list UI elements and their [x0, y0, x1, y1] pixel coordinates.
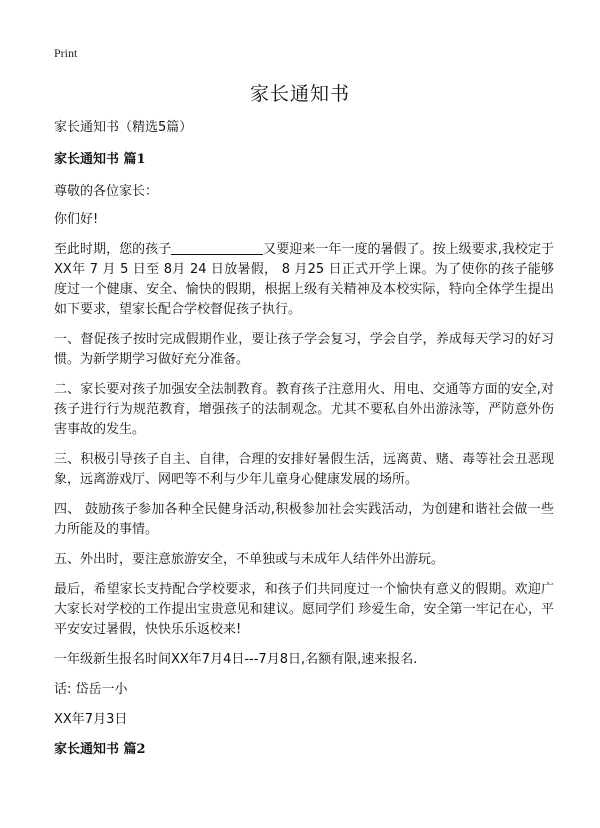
requirement-item-3: 三、积极引导孩子自主、自律，合理的安排好暑假生活，远离黄、赌、毒等社会丑恶现象，远离游戏厅、网吧等不利与少年儿童身心健康发展的场所。 — [54, 452, 554, 487]
requirement-item-2: 二、家长要对孩子加强安全法制教育。教育孩子注意用火、用电、交通等方面的安全,对孩子进行行为规范教育，增强孩子的法制观念。尤其不要私自外出游泳等，严防意外伤害事故的发生。 — [54, 382, 554, 437]
document-subtitle: 家长通知书（精选5篇） — [54, 120, 193, 135]
print-label[interactable]: Print — [54, 46, 78, 60]
signature: 话: 岱岳一小 — [54, 682, 128, 697]
salutation: 尊敬的各位家长： — [54, 184, 159, 199]
document-title: 家长通知书 — [249, 83, 350, 105]
intro-text-start: 至此时期，您的孩子 — [54, 242, 172, 257]
document-body — [54, 118, 554, 772]
greeting: 你们好! — [54, 212, 99, 227]
intro-text-rest: 又要迎来一年一度的暑假了。按上级要求,我校定于XX年 7 月 5 日至 8月 24 日放暑假， 8 月25 日正式开学上课。为了使你的孩子能够度过一个健康、安全、愉快的假期，根据上级有关精神及本校实际，特向全体学生提出如下要求，望家长配合学校督促孩子执行。 — [54, 242, 554, 317]
requirement-item-5: 五、外出时，要注意旅游安全，不单独或与未成年人结伴外出游玩。 — [54, 552, 445, 567]
intro-paragraph — [54, 240, 554, 320]
requirement-item-4: 四、 鼓励孩子参加各种全民健身活动,积极参加社会实践活动，为创建和谐社会做一些力所能及的事情。 — [54, 502, 554, 537]
requirement-item-1: 一、督促孩子按时完成假期作业，要让孩子学会复习，学会自学，养成每天学习的好习惯。为新学期学习做好充分准备。 — [54, 332, 554, 367]
section-heading-1: 家长通知书 篇1 — [54, 152, 146, 167]
registration-notice: 一年级新生报名时间XX年7月4日---7月8日,名额有限,速来报名. — [54, 652, 418, 667]
closing-paragraph: 最后，希望家长支持配合学校要求，和孩子们共同度过一个愉快有意义的假期。欢迎广大家长对学校的工作提出宝贵意见和建议。愿同学们 珍爱生命，安全第一牢记在心，平平安安过暑假，快快乐乐返校来! — [54, 582, 554, 637]
section-heading-2: 家长通知书 篇2 — [54, 742, 146, 757]
date: XX年7月3日 — [54, 712, 128, 727]
fill-in-blank — [171, 240, 263, 255]
